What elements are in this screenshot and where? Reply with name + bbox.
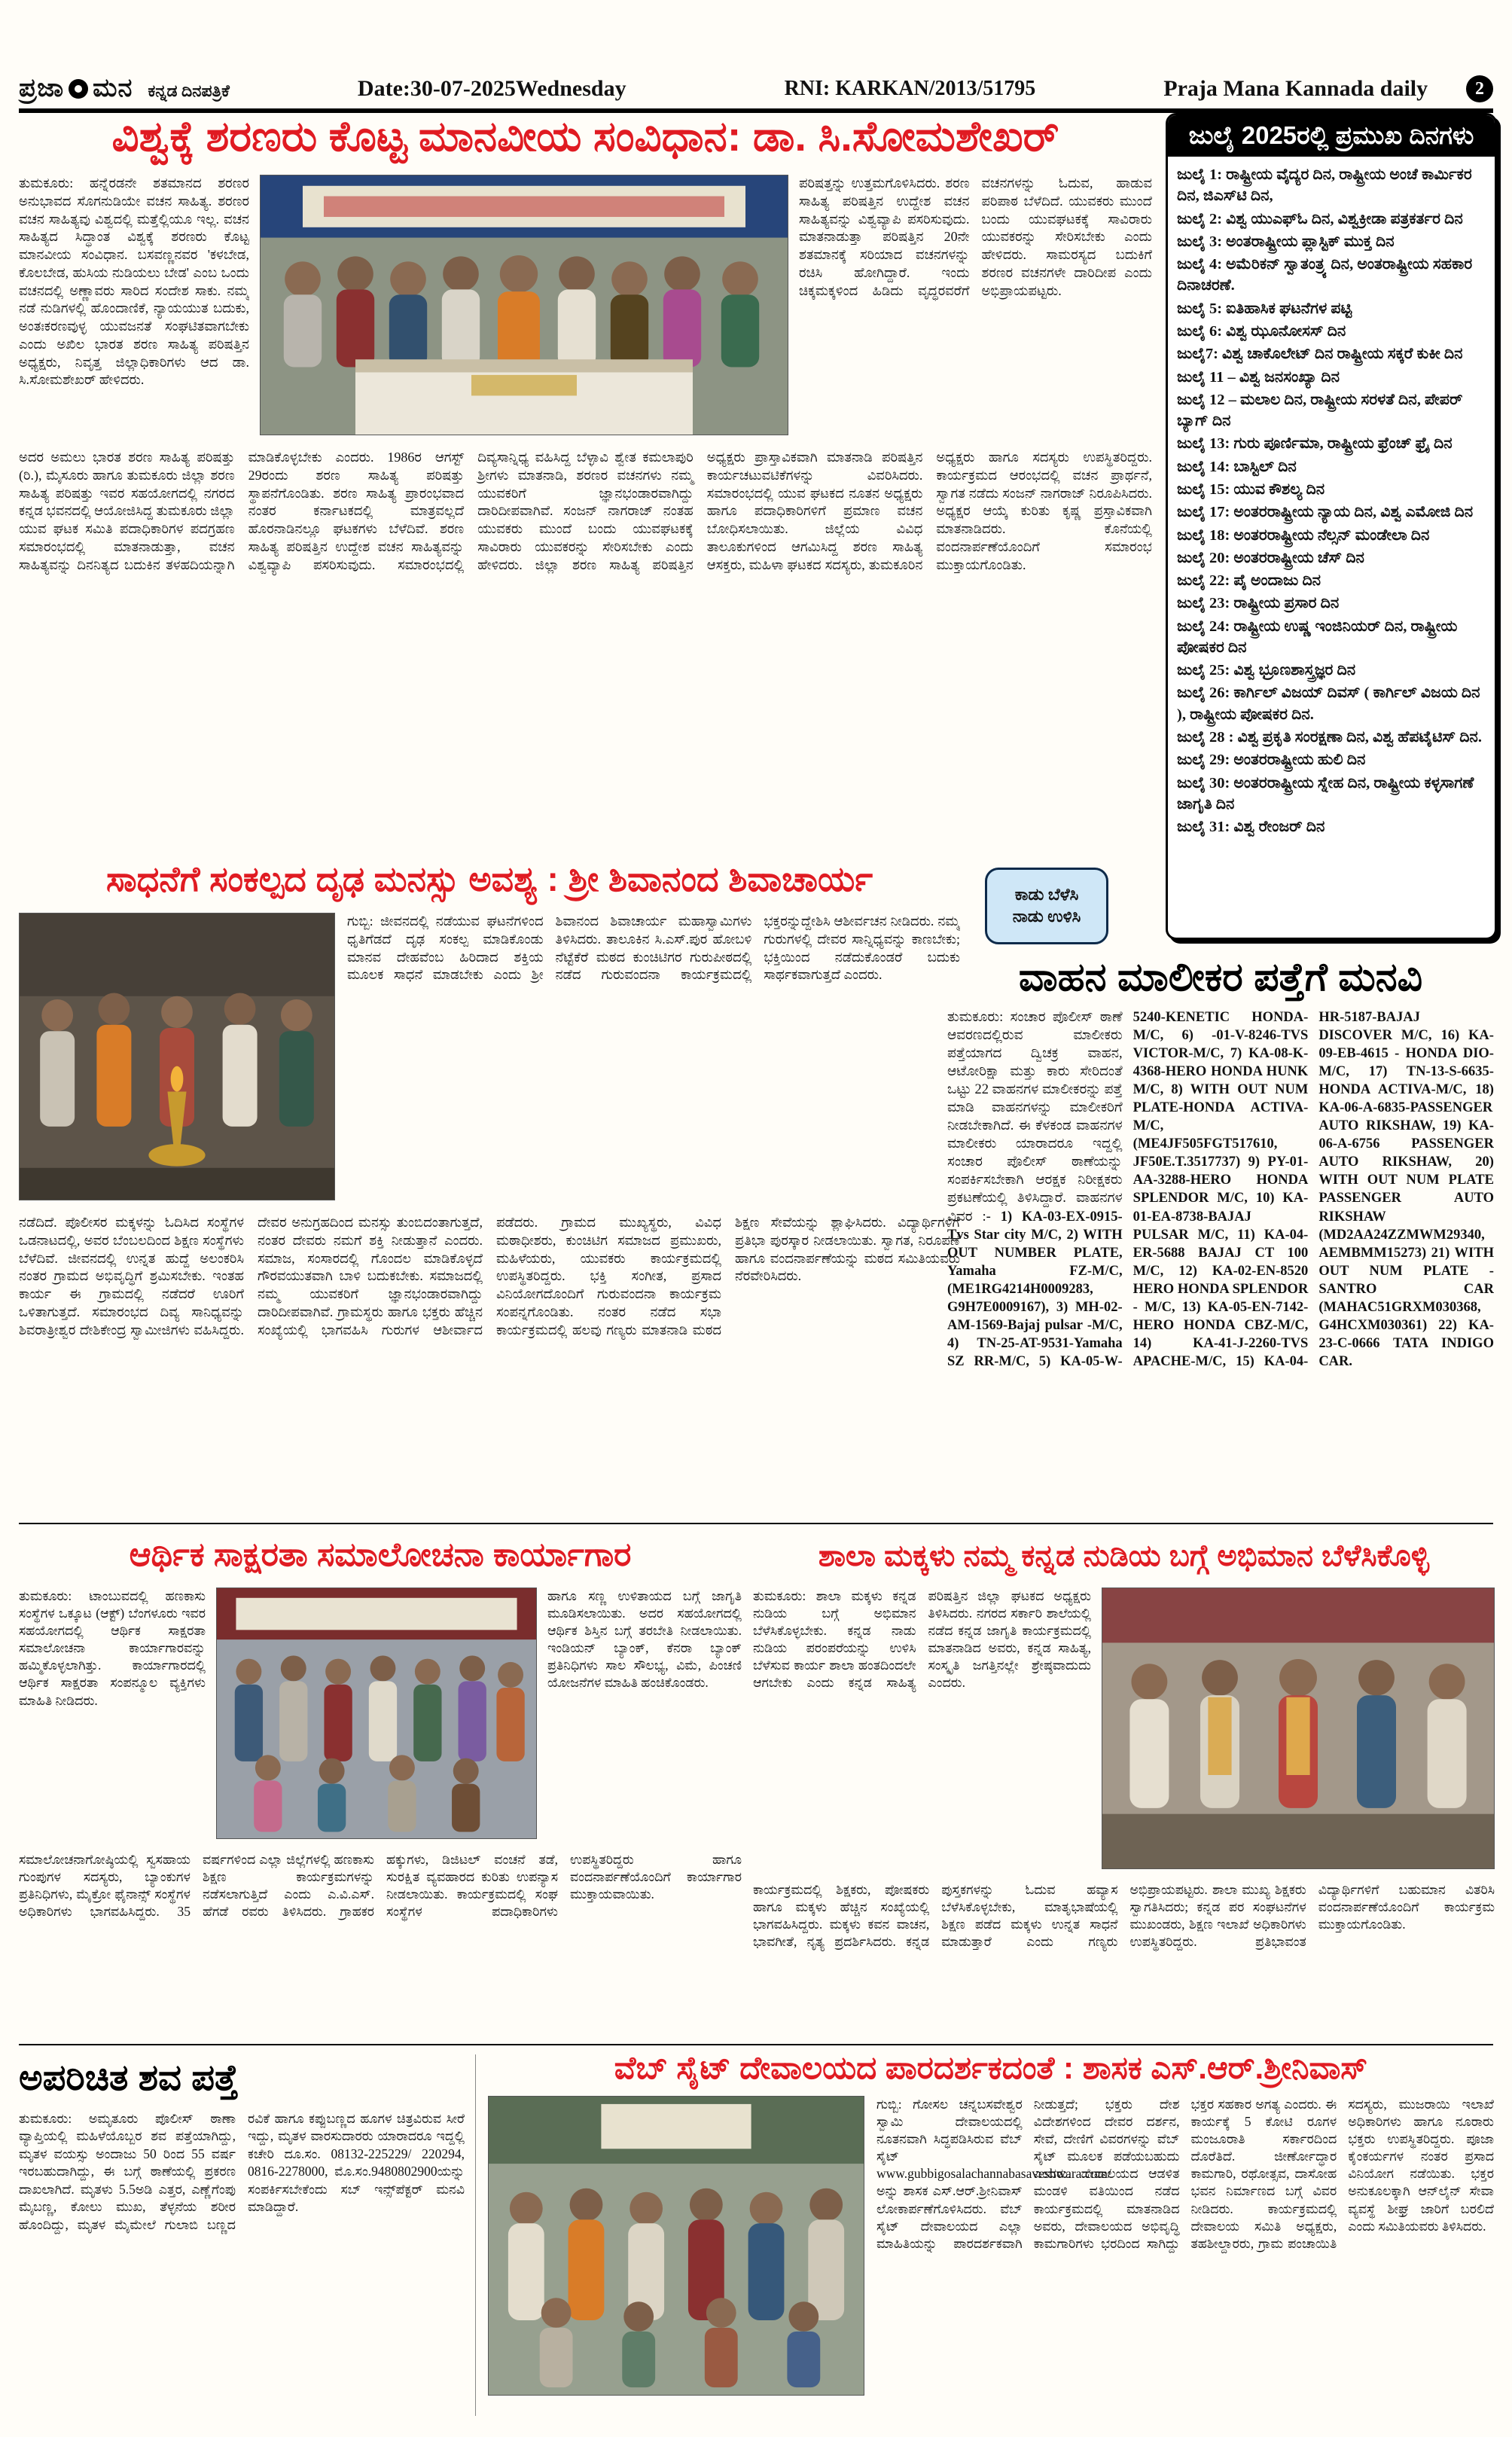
page-number-badge: 2 [1466, 75, 1493, 102]
july-day-item: ಜುಲೈ 15: ಯುವ ಕೌಶಲ್ಯ ದಿನ [1177, 480, 1325, 498]
headline-sharana-constitution: ವಿಶ್ವಕ್ಕೆ ಶರಣರು ಕೊಟ್ಟ ಮಾನವೀಯ ಸಂವಿಧಾನ: ಡಾ. ಸಿ.ಸೋಮಶೇಖರ್ [111, 112, 1059, 160]
newspaper-logo [19, 75, 230, 103]
article5-top-row [753, 1588, 1495, 1871]
badge-line2: ನಾಡು ಉಳಿಸಿ [1012, 907, 1081, 926]
july-days-list [1168, 157, 1495, 846]
article7-row [488, 2096, 1494, 2397]
headline-vehicle-owners: ವಾಹನ ಮಾಲೀಕರ ಪತ್ತೆಗೆ ಮನವಿ [1018, 956, 1423, 999]
logo-tagline: ಕನ್ನಡ ದಿನಪತ್ರಿಕೆ [148, 81, 230, 100]
article4-top-row [19, 1588, 742, 1841]
article1-top-row [19, 175, 1152, 437]
july-day-item: ಜುಲೈ 30: ಅಂತರರಾಷ್ಟ್ರೀಯ ಸ್ನೇಹ ದಿನ, ರಾಷ್ಟ್ರೀಯ ಕಳ್ಳಸಾಗಣೆ ಜಾಗೃತಿ ದಿನ [1177, 774, 1474, 813]
july-day-item: ಜುಲೈ 2: ವಿಶ್ವ ಯುಎಫ್‌ಓ ದಿನ, ವಿಶ್ವಕ್ರೀಡಾ ಪತ್ರಕರ್ತರ ದಿನ [1177, 210, 1463, 227]
article2-body-columns: ನಡೆದಿದೆ. ಪೊಲೀಸರ ಮಕ್ಕಳನ್ನು ಓದಿಸಿದ ಸಂಸ್ಥೆಗಳ ಒಡನಾಟದಲ್ಲಿ, ಅವರ ಬೆಂಬಲದಿಂದ ಶಿಕ್ಷಣ ಸಂಸ್ಥೆಗಳು ಬೆಳೆದಿವೆ. ಜೀವನದಲ್ಲಿ ಉನ್ನತ ಹುದ್ದೆ ಅಲಂಕರಿಸಿ ನಂತರ ಗ್ರಾಮದ ಅಭಿವೃದ್ಧಿಗೆ ಶ್ರಮಿಸಬೇಕು. ಇಂತಹ ಕಾರ್ಯ ಈ ಗ್ರಾಮದಲ್ಲಿ ನಡೆದರೆ ಊರಿಗೆ ಒಳಿತಾಗುತ್ತದೆ. ಸಮಾರಂಭದ ದಿವ್ಯ ಸಾನಿಧ್ಯವನ್ನು ಶಿವರಾತ್ರೀಶ್ವರ ದೇಶಿಕೇಂದ್ರ ಸ್ವಾಮೀಜಿಗಳು ವಹಿಸಿದ್ದರು. ದೇವರ ಅನುಗ್ರಹದಿಂದ ಮನಸ್ಸು ತುಂಬಿದಂತಾಗುತ್ತದೆ, ನಂತರ ದೇವರು ನಮಗೆ ಶಕ್ತಿ ನೀಡುತ್ತಾನೆ ಎಂದರು. ಸಮಾಜ, ಸಂಸಾರದಲ್ಲಿ ಗೊಂದಲ ಮಾಡಿಕೊಳ್ಳದೆ ಗೌರವಯುತವಾಗಿ ಬಾಳಿ ಬದುಕಬೇಕು. ಸಮಾಜದಲ್ಲಿ ನಮ್ಮ ಯುವಕರಿಗೆ ಜ್ಞಾನಭಂಡಾರವಾಗಿದ್ದು ದಾರಿದೀಪವಾಗಿವೆ. ಗ್ರಾಮಸ್ಥರು ಹಾಗೂ ಭಕ್ತರು ಹೆಚ್ಚಿನ ಸಂಖ್ಯೆಯಲ್ಲಿ ಭಾಗವಹಿಸಿ ಗುರುಗಳ ಆಶೀರ್ವಾದ ಪಡೆದರು. ಗ್ರಾಮದ ಮುಖ್ಯಸ್ಥರು, ವಿವಿಧ ಮಠಾಧೀಶರು, ಕುಂಚಿಟಿಗ ಸಮಾಜದ ಪ್ರಮುಖರು, ಮಹಿಳೆಯರು, ಯುವಕರು ಕಾರ್ಯಕ್ರಮದಲ್ಲಿ ಉಪಸ್ಥಿತರಿದ್ದರು. ಭಕ್ತಿ ಸಂಗೀತ, ಪ್ರಸಾದ ವಿನಿಯೋಗದೊಂದಿಗೆ ಗುರುವಂದನಾ ಕಾರ್ಯಕ್ರಮ ಸಂಪನ್ನಗೊಂಡಿತು. ನಂತರ ನಡೆದ ಸಭಾ ಕಾರ್ಯಕ್ರಮದಲ್ಲಿ ಹಲವು ಗಣ್ಯರು ಮಾತನಾಡಿ ಮಠದ ಶಿಕ್ಷಣ ಸೇವೆಯನ್ನು ಶ್ಲಾಘಿಸಿದರು. ವಿದ್ಯಾರ್ಥಿಗಳಿಗೆ ಪ್ರತಿಭಾ ಪುರಸ್ಕಾರ ನೀಡಲಾಯಿತು. ಸ್ವಾಗತ, ನಿರೂಪಣೆ ಹಾಗೂ ವಂದನಾರ್ಪಣೆಯನ್ನು ಮಠದ ಸಮಿತಿಯವರು ನೆರವೇರಿಸಿದರು. [19, 1215, 960, 1337]
photo-felicitation-group [1102, 1588, 1495, 1869]
headline-temple-website: ವೆಬ್ ಸೈಟ್ ದೇವಾಲಯದ ಪಾರದರ್ಶಕದಂತೆ : ಶಾಸಕ ಎಸ್.ಆರ್.ಶ್ರೀನಿವಾಸ್ [614, 2050, 1368, 2085]
july-day-item: ಜುಲೈ 31: ವಿಶ್ವ ರೇಂಜರ್ ದಿನ [1177, 819, 1325, 836]
logo-text-left: ಪ್ರಜಾ [19, 75, 65, 102]
logo-emblem-icon [69, 79, 88, 99]
july-day-item: ಜುಲೈ 11 – ವಿಶ್ವ ಜನಸಂಖ್ಯಾ ದಿನ [1177, 368, 1340, 386]
july-day-item: ಜುಲೈ 18: ಅಂತರರಾಷ್ಟ್ರೀಯ ನೆಲ್ಸನ್ ಮಂಡೇಲಾ ದಿನ [1177, 526, 1430, 544]
vehicle-owners-notice [947, 955, 1494, 1512]
photo-temple-event [488, 2096, 864, 2396]
july-day-item: ಜುಲೈ 22: ಪೈ ಅಂದಾಜು ದಿನ [1177, 572, 1321, 590]
section-divider-1 [19, 1523, 1493, 1524]
article2-lead-columns: ಗುಬ್ಬಿ: ಜೀವನದಲ್ಲಿ ನಡೆಯುವ ಘಟನೆಗಳಿಂದ ಧೃತಿಗೆಡದೆ ದೃಢ ಸಂಕಲ್ಪ ಮಾಡಿಕೊಂಡು ಮಾನವ ದೇಹವೆಂಬ ಹಿರಿದಾದ ಶಕ್ತಿಯ ಮೂಲಕ ಸಾಧನೆ ಮಾಡಬೇಕು ಎಂದು ಶ್ರೀ ಶಿವಾನಂದ ಶಿವಾಚಾರ್ಯ ಮಹಾಸ್ವಾಮಿಗಳು ತಿಳಿಸಿದರು. ತಾಲೂಕಿನ ಸಿ.ಎಸ್.ಪುರ ಹೋಬಳಿ ನೆಟ್ಟೆಕೆರೆ ಮಠದ ಕುಂಚಿಟಿಗರ ಗುರುಪೀಠದಲ್ಲಿ ನಡೆದ ಗುರುವಂದನಾ ಕಾರ್ಯಕ್ರಮದಲ್ಲಿ ಭಕ್ತರನ್ನುದ್ದೇಶಿಸಿ ಆಶೀರ್ವಚನ ನೀಡಿದರು. ನಮ್ಮ ಗುರುಗಳಲ್ಲಿ ದೇವರ ಸಾನ್ನಿಧ್ಯವನ್ನು ಕಾಣಬೇಕು; ಭಕ್ತಿಯಿಂದ ನಡೆದುಕೊಂಡರೆ ಬದುಕು ಸಾರ್ಥಕವಾಗುತ್ತದೆ ಎಂದರು. [347, 913, 960, 983]
july-day-item: ಜುಲೈ 14: ಬಾಸ್ಟಿಲ್ ದಿನ [1177, 458, 1297, 475]
headline-shivananda-shivacharya: ಸಾಧನೆಗೆ ಸಂಕಲ್ಪದ ದೃಢ ಮನಸ್ಸು ಅವಶ್ಯ : ಶ್ರೀ ಶಿವಾನಂದ ಶಿವಾಚಾರ್ಯ [105, 859, 873, 898]
article4-middle-column: ಹಾಗೂ ಸಣ್ಣ ಉಳಿತಾಯದ ಬಗ್ಗೆ ಜಾಗೃತಿ ಮೂಡಿಸಲಾಯಿತು. ಅದರ ಸಹಯೋಗದಲ್ಲಿ ಆರ್ಥಿಕ ಶಿಸ್ತಿನ ಬಗ್ಗೆ ತರಬೇತಿ ನೀಡಲಾಯಿತು. ಇಂಡಿಯನ್ ಬ್ಯಾಂಕ್, ಕೆನರಾ ಬ್ಯಾಂಕ್ ಪ್ರತಿನಿಧಿಗಳು ಸಾಲ ಸೌಲಭ್ಯ, ವಿಮೆ, ಪಿಂಚಣಿ ಯೋಜನೆಗಳ ಮಾಹಿತಿ ಹಂಚಿಕೊಂಡರು. [547, 1588, 742, 1691]
july-day-item: ಜುಲೈ 28 : ವಿಶ್ವ ಪ್ರಕೃತಿ ಸಂರಕ್ಷಣಾ ದಿನ, ವಿಶ್ವ ಹೆಪಟೈಟಿಸ್ ದಿನ. [1177, 729, 1482, 746]
felicitation-illustration [1102, 1588, 1494, 1868]
photo-stage-group [260, 175, 788, 435]
article5-body-columns: ಕಾರ್ಯಕ್ರಮದಲ್ಲಿ ಶಿಕ್ಷಕರು, ಪೋಷಕರು ಹಾಗೂ ಮಕ್ಕಳು ಹೆಚ್ಚಿನ ಸಂಖ್ಯೆಯಲ್ಲಿ ಭಾಗವಹಿಸಿದ್ದರು. ಮಕ್ಕಳು ಕವನ ವಾಚನ, ಭಾವಗೀತೆ, ನೃತ್ಯ ಪ್ರದರ್ಶಿಸಿದರು. ಕನ್ನಡ ಪುಸ್ತಕಗಳನ್ನು ಓದುವ ಹವ್ಯಾಸ ಬೆಳೆಸಿಕೊಳ್ಳಬೇಕು, ಮಾತೃಭಾಷೆಯಲ್ಲಿ ಶಿಕ್ಷಣ ಪಡೆದ ಮಕ್ಕಳು ಉನ್ನತ ಸಾಧನೆ ಮಾಡುತ್ತಾರೆ ಎಂದು ಗಣ್ಯರು ಅಭಿಪ್ರಾಯಪಟ್ಟರು. ಶಾಲಾ ಮುಖ್ಯ ಶಿಕ್ಷಕರು ಸ್ವಾಗತಿಸಿದರು; ಕನ್ನಡ ಪರ ಸಂಘಟನೆಗಳ ಮುಖಂಡರು, ಶಿಕ್ಷಣ ಇಲಾಖೆ ಅಧಿಕಾರಿಗಳು ಉಪಸ್ಥಿತರಿದ್ದರು. ಪ್ರತಿಭಾವಂತ ವಿದ್ಯಾರ್ಥಿಗಳಿಗೆ ಬಹುಮಾನ ವಿತರಿಸಿ ವಂದನಾರ್ಪಣೆಯೊಂದಿಗೆ ಕಾರ್ಯಕ್ರಮ ಮುಕ್ತಾಯಗೊಂಡಿತು. [753, 1882, 1495, 1950]
lamp-lighting-illustration [20, 913, 334, 1200]
july-day-item: ಜುಲೈ 17: ಅಂತರರಾಷ್ಟ್ರೀಯ ನ್ಯಾಯ ದಿನ, ವಿಶ್ವ ಎಮೋಜಿ ದಿನ [1177, 504, 1474, 521]
july-days-title: ಜುಲೈ 2025ರಲ್ಲಿ ಪ್ರಮುಖ ದಿನಗಳು [1168, 115, 1495, 157]
article7-body-columns: ಗುಬ್ಬಿ: ಗೋಸಲ ಚನ್ನಬಸವೇಶ್ವರ ಸ್ವಾಮಿ ದೇವಾಲಯದಲ್ಲಿ ನೂತನವಾಗಿ ಸಿದ್ಧಪಡಿಸಿರುವ ವೆಬ್ ಸೈಟ್ www.gubbigosalachannabasaveshwara.com/ ಅನ್ನು ಶಾಸಕ ಎಸ್.ಆರ್.ಶ್ರೀನಿವಾಸ್ ಲೋಕಾರ್ಪಣೆಗೊಳಿಸಿದರು. ವೆಬ್ ಸೈಟ್ ದೇವಾಲಯದ ಎಲ್ಲಾ ಮಾಹಿತಿಯನ್ನು ಪಾರದರ್ಶಕವಾಗಿ ನೀಡುತ್ತದೆ; ಭಕ್ತರು ದೇಶ ವಿದೇಶಗಳಿಂದ ದೇವರ ದರ್ಶನ, ಸೇವೆ, ದೇಣಿಗೆ ವಿವರಗಳನ್ನು ವೆಬ್ ಸೈಟ್ ಮೂಲಕ ಪಡೆಯಬಹುದು ಎಂದರು. ದೇವಾಲಯದ ಆಡಳಿತ ಮಂಡಳಿ ವತಿಯಿಂದ ನಡೆದ ಕಾರ್ಯಕ್ರಮದಲ್ಲಿ ಮಾತನಾಡಿದ ಅವರು, ದೇವಾಲಯದ ಅಭಿವೃದ್ಧಿ ಕಾಮಗಾರಿಗಳು ಭರದಿಂದ ಸಾಗಿದ್ದು ಭಕ್ತರ ಸಹಕಾರ ಅಗತ್ಯ ಎಂದರು. ಈ ಕಾರ್ಯಕ್ಕೆ 5 ಕೋಟಿ ರೂಗಳ ಮಂಜೂರಾತಿ ಸರ್ಕಾರದಿಂದ ದೊರೆತಿದೆ. ಜೀರ್ಣೋದ್ಧಾರ ಕಾಮಗಾರಿ, ರಥೋತ್ಸವ, ದಾಸೋಹ ಭವನ ನಿರ್ಮಾಣದ ಬಗ್ಗೆ ವಿವರ ನೀಡಿದರು. ಕಾರ್ಯಕ್ರಮದಲ್ಲಿ ದೇವಾಲಯ ಸಮಿತಿ ಅಧ್ಯಕ್ಷರು, ತಹಶೀಲ್ದಾರರು, ಗ್ರಾಮ ಪಂಚಾಯಿತಿ ಸದಸ್ಯರು, ಮುಜರಾಯಿ ಇಲಾಖೆ ಅಧಿಕಾರಿಗಳು ಹಾಗೂ ನೂರಾರು ಭಕ್ತರು ಉಪಸ್ಥಿತರಿದ್ದರು. ಪೂಜಾ ಕೈಂಕರ್ಯಗಳ ನಂತರ ಪ್ರಸಾದ ವಿನಿಯೋಗ ನಡೆಯಿತು. ಭಕ್ತರ ಅನುಕೂಲಕ್ಕಾಗಿ ಆನ್‌ಲೈನ್ ಸೇವಾ ವ್ಯವಸ್ಥೆ ಶೀಘ್ರ ಜಾರಿಗೆ ಬರಲಿದೆ ಎಂದು ಸಮಿತಿಯವರು ತಿಳಿಸಿದರು. [876, 2097, 1494, 2251]
article1-lead: ತುಮಕೂರು: ಹನ್ನೆರಡನೇ ಶತಮಾನದ ಶರಣರ ಅನುಭಾವದ ಸೊಗನುಡಿಯೇ ವಚನ ಸಾಹಿತ್ಯ. ಶರಣರ ವಚನ ಸಾಹಿತ್ಯವು ವಿಶ್ವದಲ್ಲಿ ಮತ್ತೆಲ್ಲಿಯೂ ಇಲ್ಲ. ವಚನ ಸಾಹಿತ್ಯದ ಸಿದ್ಧಾಂತ ವಿಶ್ವಕ್ಕೆ ಶರಣರು ಕೊಟ್ಟ ಮಾನವೀಯ ಸಂವಿಧಾನ. ಬಸವಣ್ಣನವರ 'ಕಳಬೇಡ, ಕೊಲಬೇಡ, ಹುಸಿಯ ನುಡಿಯಲು ಬೇಡ' ಎಂಬ ಒಂದು ವಚನದಲ್ಲಿ ಅಣ್ಣಾವರು ಸಾರಿದ ಸಂದೇಶ ಸಾಕು. ನಮ್ಮ ನಡೆ ನುಡಿಗಳಲ್ಲಿ ಹೊಂದಾಣಿಕೆ, ನ್ಯಾಯಯುತ ಬದುಕು, ಅಂತಃಕರಣವುಳ್ಳ ಯುವಜನತೆ ಸಂಘಟಿತವಾಗಬೇಕು ಎಂದು ಅಖಿಲ ಭಾರತ ಶರಣ ಸಾಹಿತ್ಯ ಪರಿಷತ್ತಿನ ಅಧ್ಯಕ್ಷರು, ನಿವೃತ್ತ ಜಿಲ್ಲಾಧಿಕಾರಿಗಳು ಆದ ಡಾ. ಸಿ.ಸೋಮಶೇಖರ್ ಹೇಳಿದರು. [19, 175, 249, 388]
article5-lead-columns: ತುಮಕೂರು: ಶಾಲಾ ಮಕ್ಕಳು ಕನ್ನಡ ನುಡಿಯ ಬಗ್ಗೆ ಅಭಿಮಾನ ಬೆಳೆಸಿಕೊಳ್ಳಬೇಕು. ಕನ್ನಡ ನಾಡು ನುಡಿಯ ಪರಂಪರೆಯನ್ನು ಉಳಿಸಿ ಬೆಳೆಸುವ ಕಾರ್ಯ ಶಾಲಾ ಹಂತದಿಂದಲೇ ಆಗಬೇಕು ಎಂದು ಕನ್ನಡ ಸಾಹಿತ್ಯ ಪರಿಷತ್ತಿನ ಜಿಲ್ಲಾ ಘಟಕದ ಅಧ್ಯಕ್ಷರು ತಿಳಿಸಿದರು. ನಗರದ ಸರ್ಕಾರಿ ಶಾಲೆಯಲ್ಲಿ ನಡೆದ ಕನ್ನಡ ಜಾಗೃತಿ ಕಾರ್ಯಕ್ರಮದಲ್ಲಿ ಮಾತನಾಡಿದ ಅವರು, ಕನ್ನಡ ಸಾಹಿತ್ಯ, ಸಂಸ್ಕೃತಿ ಜಗತ್ತಿನಲ್ಲೇ ಶ್ರೇಷ್ಠವಾದುದು ಎಂದರು. [753, 1588, 1091, 1691]
july-day-item: ಜುಲೈ 25: ವಿಶ್ವ ಭ್ರೂಣಶಾಸ್ತ್ರಜ್ಞರ ದಿನ [1177, 662, 1356, 679]
masthead [19, 69, 1493, 113]
article4-lead: ತುಮಕೂರು: ಟಾಂಬುವದಲ್ಲಿ ಹಣಕಾಸು ಸಂಸ್ಥೆಗಳ ಒಕ್ಕೂಟ (ಆಕ್ಟ್) ಬೆಂಗಳೂರು ಇವರ ಸಹಯೋಗದಲ್ಲಿ ಆರ್ಥಿಕ ಸಾಕ್ಷರತಾ ಸಮಾಲೋಚನಾ ಕಾರ್ಯಾಗಾರವನ್ನು ಹಮ್ಮಿಕೊಳ್ಳಲಾಗಿತ್ತು. ಕಾರ್ಯಾಗಾರದಲ್ಲಿ ಆರ್ಥಿಕ ಸಾಕ್ಷರತಾ ಸಂಪನ್ಮೂಲ ವ್ಯಕ್ತಿಗಳು ಮಾಹಿತಿ ನೀಡಿದರು. [19, 1588, 206, 1708]
stage-group-illustration [261, 175, 788, 435]
july-day-item: ಜುಲೈ 12 – ಮಲಾಲ ದಿನ, ರಾಷ್ಟ್ರೀಯ ಸರಳತೆ ದಿನ, ಪೇಪರ್ ಬ್ಯಾಗ್ ದಿನ [1177, 391, 1463, 430]
july-day-item: ಜುಲೈ 5: ಐತಿಹಾಸಿಕ ಘಟನೆಗಳ ಪಟ್ಟಿ [1177, 300, 1352, 317]
article6-body-columns: ತುಮಕೂರು: ಅಮೃತೂರು ಪೊಲೀಸ್ ಠಾಣಾ ವ್ಯಾಪ್ತಿಯಲ್ಲಿ ಮಹಿಳೆಯೊಬ್ಬರ ಶವ ಪತ್ತೆಯಾಗಿದ್ದು, ಮೃತಳ ವಯಸ್ಸು ಅಂದಾಜು 50 ರಿಂದ 55 ವರ್ಷ ಇರಬಹುದಾಗಿದ್ದು, ಈ ಬಗ್ಗೆ ಠಾಣೆಯಲ್ಲಿ ಪ್ರಕರಣ ದಾಖಲಾಗಿದೆ. ಮೃತಳು 5.5ಅಡಿ ಎತ್ತರ, ಎಣ್ಣೆಗೆಂಪು ಮೈಬಣ್ಣ, ಕೋಲು ಮುಖ, ತೆಳ್ಳನೆಯ ಶರೀರ ಹೊಂದಿದ್ದು, ಮೃತಳ ಮೈಮೇಲೆ ಗುಲಾಬಿ ಬಣ್ಣದ ರವಿಕೆ ಹಾಗೂ ಕಪ್ಪುಬಣ್ಣದ ಹೂಗಳ ಚಿತ್ರವಿರುವ ಸೀರೆ ಇದ್ದು, ಮೃತಳ ವಾರಸುದಾರರು ಯಾರಾದರೂ ಇದ್ದಲ್ಲಿ ಕಚೇರಿ ದೂ.ಸಂ. 08132-225229/ 220294, 0816-2278000, ಮೊ.ಸಂ.9480802900ಯನ್ನು ಸಂಪರ್ಕಿಸಬೇಕೆಂದು ಸಬ್ ಇನ್ಸ್‌ಪೆಕ್ಟರ್ ಮನವಿ ಮಾಡಿದ್ದಾರೆ. [19, 2111, 465, 2232]
article7-temple-website [488, 2050, 1494, 2426]
photo-lamp-lighting [19, 913, 335, 1200]
photo-workshop-group [216, 1588, 537, 1839]
vehicle-list: 1) KA-03-EX-0915-Tvs Star city M/C, 2) WITH OUT NUMBER PLATE, Yamaha FZ-M/C, (ME1RG4214H0009283, G9H7E0009167), 3) MH-02-AM-1569-Bajaj pulsar -M/C, 4) TN-25-AT-9531-Yamaha SZ RR-M/C, 5) KA-05-W-5240-KENETIC HONDA-M/C, 6) -01-V-8246-TVS VICTOR-M/C, 7) KA-08-K-4368-HERO HONDA HUNK M/C, 8) WITH OUT NUM PLATE-HONDA ACTIVA-M/C, (ME4JF505FGT517610, JF50E.T.3517737) 9) PY-01-AA-3288-HERO HONDA SPLENDOR M/C, 10) KA-01-EA-8738-BAJAJ PULSAR M/C, 11) KA-04-ER-5688 BAJAJ CT 100 M/C, 12) KA-02-EN-8520 HERO HONDA SPLENDOR - M/C, 13) KA-05-EN-7142-HERO HONDA CBZ-M/C, 14) KA-41-J-2260-TVS APACHE-M/C, 15) KA-04-HR-5187-BAJAJ DISCOVER M/C, 16) KA-09-EB-4615 - HONDA DIO-M/C, 17) TN-13-S-6635-HONDA ACTIVA-M/C, 18) KA-06-A-6835-PASSENGER AUTO RIKSHAW, 19) KA-06-A-6756 PASSENGER AUTO RIKSHAW, 20) WITH OUT NUM PLATE PASSENGER AUTO RIKSHAW (MD2AA24ZZMWM29340, AEMBMM15273) 21) WITH OUT NUM PLATE - SANTRO CAR (MAHAC51GRXM030368, G4HCXM030361) 22) KA-23-C-0666 TATA INDIGO CAR. [947, 1010, 1494, 1369]
paper-name-english: Praja Mana Kannada daily [1163, 76, 1428, 101]
july-day-item: ಜುಲೈ 1: ರಾಷ್ಟ್ರೀಯ ವೈದ್ಯರ ದಿನ, ರಾಷ್ಟ್ರೀಯ ಅಂಚೆ ಕಾರ್ಮಿಕರ ದಿನ, ಜಿಎಸ್‌ಟಿ ದಿನ, [1177, 166, 1472, 205]
july-days-box [1166, 113, 1497, 940]
rni-number: RNI: KARKAN/2013/51795 [784, 77, 1036, 100]
july-day-item: ಜುಲೈ 23: ರಾಷ್ಟ್ರೀಯ ಪ್ರಸಾರ ದಿನ [1177, 595, 1340, 612]
july-day-item: ಜುಲೈ 3: ಅಂತರಾಷ್ಟ್ರೀಯ ಪ್ಲಾಸ್ಟಿಕ್ ಮುಕ್ತ ದಿನ [1177, 233, 1395, 250]
july-day-item: ಜುಲೈ 6: ವಿಶ್ವ ಝೂನೋಸಸ್ ದಿನ [1177, 322, 1346, 340]
july-day-item: ಜುಲೈ 29: ಅಂತರರಾಷ್ಟ್ರೀಯ ಹುಲಿ ದಿನ [1177, 752, 1366, 769]
issue-date: Date:30-07-2025Wednesday [357, 76, 626, 101]
article1-side-columns: ಪರಿಷತ್ತನ್ನು ಉತ್ತಮಗೊಳಿಸಿದರು. ಶರಣ ಸಾಹಿತ್ಯ ಪರಿಷತ್ತಿನ ಉದ್ದೇಶ ವಚನ ಸಾಹಿತ್ಯವನ್ನು ವಿಶ್ವವ್ಯಾಪಿ ಪಸರಿಸುವುದು. ಮಾತನಾಡುತ್ತಾ ಪರಿಷತ್ತಿನ 20ನೇ ಶತಮಾನಕ್ಕೆ ಸರಿಯಾದ ವಚನಗಳನ್ನು ರಚಿಸಿ ಹೋಗಿದ್ದಾರೆ. ಇಂದು ಚಿಕ್ಕಮಕ್ಕಳಿಂದ ಹಿಡಿದು ವೃದ್ಧರವರೆಗೆ ವಚನಗಳನ್ನು ಓದುವ, ಹಾಡುವ ಪರಿಪಾಠ ಬೆಳೆದಿದೆ. ಯುವಕರು ಮುಂದೆ ಬಂದು ಯುವಘಟಕಕ್ಕೆ ಸಾವಿರಾರು ಯುವಕರನ್ನು ಸೇರಿಸಬೇಕು ಎಂದು ಹೇಳಿದರು. ಸಾಮರಸ್ಯದ ಬದುಕಿಗೆ ಶರಣರ ವಚನಗಳೇ ದಾರಿದೀಪ ಎಂದು ಅಭಿಪ್ರಾಯಪಟ್ಟರು. [799, 175, 1152, 298]
temple-event-illustration [489, 2097, 864, 2395]
grow-forest-badge [985, 868, 1108, 944]
article4-body-columns: ಸಮಾಲೋಚನಾಗೋಷ್ಠಿಯಲ್ಲಿ ಸ್ವಸಹಾಯ ಗುಂಪುಗಳ ಸದಸ್ಯರು, ಬ್ಯಾಂಕುಗಳ ಪ್ರತಿನಿಧಿಗಳು, ಮೈಕ್ರೋ ಫೈನಾನ್ಸ್ ಸಂಸ್ಥೆಗಳ ಅಧಿಕಾರಿಗಳು ಭಾಗವಹಿಸಿದ್ದರು. 35 ವರ್ಷಗಳಿಂದ ಎಲ್ಲಾ ಜಿಲ್ಲೆಗಳಲ್ಲಿ ಹಣಕಾಸು ಶಿಕ್ಷಣ ಕಾರ್ಯಕ್ರಮಗಳನ್ನು ನಡೆಸಲಾಗುತ್ತಿದೆ ಎಂದು ಎ.ವಿ.ಎಸ್. ಹೆಗಡೆ ರವರು ತಿಳಿಸಿದರು. ಗ್ರಾಹಕರ ಹಕ್ಕುಗಳು, ಡಿಜಿಟಲ್ ವಂಚನೆ ತಡೆ, ಸುರಕ್ಷಿತ ವ್ಯವಹಾರದ ಕುರಿತು ಉಪನ್ಯಾಸ ನೀಡಲಾಯಿತು. ಕಾರ್ಯಕ್ರಮದಲ್ಲಿ ಸಂಘ ಸಂಸ್ಥೆಗಳ ಪದಾಧಿಕಾರಿಗಳು ಉಪಸ್ಥಿತರಿದ್ದರು ಹಾಗೂ ವಂದನಾರ್ಪಣೆಯೊಂದಿಗೆ ಕಾರ್ಯಾಗಾರ ಮುಕ್ತಾಯವಾಯಿತು. [19, 1852, 742, 1920]
article2-top-row [19, 913, 960, 1203]
july-day-item: ಜುಲೈ 20: ಅಂತರರಾಷ್ಟ್ರೀಯ ಚೆಸ್ ದಿನ [1177, 549, 1364, 566]
july-day-item: ಜುಲೈ7: ವಿಶ್ವ ಚಾಕೊಲೇಟ್ ದಿನ ರಾಷ್ಟ್ರೀಯ ಸಕ್ಕರೆ ಕುಕೀ ದಿನ [1177, 346, 1463, 363]
article6-unidentified-body [19, 2054, 476, 2416]
headline-unidentified-body: ಅಪರಿಚಿತ ಶವ ಪತ್ತೆ [19, 2058, 239, 2098]
section-divider-2 [19, 2044, 1493, 2045]
vehicle-notice-body [947, 1008, 1494, 1499]
logo-text-right: ಮನ [93, 75, 133, 102]
headline-kannada-pride: ಶಾಲಾ ಮಕ್ಕಳು ನಮ್ಮ ಕನ್ನಡ ನುಡಿಯ ಬಗ್ಗೆ ಅಭಿಮಾನ ಬೆಳೆಸಿಕೊಳ್ಳಿ [818, 1539, 1430, 1572]
article1-body-columns: ಅದರ ಅಮಲು ಭಾರತ ಶರಣ ಸಾಹಿತ್ಯ ಪರಿಷತ್ತು (ರಿ.), ಮೈಸೂರು ಹಾಗೂ ತುಮಕೂರು ಜಿಲ್ಲಾ ಶರಣ ಸಾಹಿತ್ಯ ಪರಿಷತ್ತು ಇವರ ಸಹಯೋಗದಲ್ಲಿ ನಗರದ ಕನ್ನಡ ಭವನದಲ್ಲಿ ಆಯೋಜಿಸಿದ್ದ ತುಮಕೂರು ಜಿಲ್ಲಾ ಯುವ ಘಟಕ ಸಮಿತಿ ಪದಾಧಿಕಾರಿಗಳ ಪದಗ್ರಹಣ ಸಮಾರಂಭದಲ್ಲಿ ಮಾತನಾಡುತ್ತಾ, ವಚನ ಸಾಹಿತ್ಯವನ್ನು ದಿನನಿತ್ಯದ ಬದುಕಿನ ತಳಹದಿಯನ್ನಾಗಿ ಮಾಡಿಕೊಳ್ಳಬೇಕು ಎಂದರು. 1986ರ ಆಗಸ್ಟ್ 29ರಂದು ಶರಣ ಸಾಹಿತ್ಯ ಪರಿಷತ್ತು ಸ್ಥಾಪನೆಗೊಂಡಿತು. ಶರಣ ಸಾಹಿತ್ಯ ಪ್ರಾರಂಭವಾದ ನಂತರ ಕರ್ನಾಟಕದಲ್ಲಿ ಮಾತ್ರವಲ್ಲದೆ ಹೊರನಾಡಿನಲ್ಲೂ ಘಟಕಗಳು ಬೆಳೆದಿವೆ. ಶರಣ ಸಾಹಿತ್ಯ ಪರಿಷತ್ತಿನ ಉದ್ದೇಶ ವಚನ ಸಾಹಿತ್ಯವನ್ನು ವಿಶ್ವವ್ಯಾಪಿ ಪಸರಿಸುವುದು. ಸಮಾರಂಭದಲ್ಲಿ ದಿವ್ಯಸಾನ್ನಿಧ್ಯ ವಹಿಸಿದ್ದ ಬೆಳ್ಳಾವಿ ಶ್ವೇತ ಕಮಲಾಪುರಿ ಶ್ರೀಗಳು ಮಾತನಾಡಿ, ಶರಣರ ವಚನಗಳು ನಮ್ಮ ಯುವಕರಿಗೆ ಜ್ಞಾನಭಂಡಾರವಾಗಿದ್ದು ದಾರಿದೀಪವಾಗಿವೆ. ಸಂಜನ್ ನಾಗರಾಜ್ ನಂತಹ ಯುವಕರು ಮುಂದೆ ಬಂದು ಯುವಘಟಕಕ್ಕೆ ಸಾವಿರಾರು ಯುವಕರನ್ನು ಸೇರಿಸಬೇಕು ಎಂದು ಹೇಳಿದರು. ಜಿಲ್ಲಾ ಶರಣ ಸಾಹಿತ್ಯ ಪರಿಷತ್ತಿನ ಅಧ್ಯಕ್ಷರು ಪ್ರಾಸ್ತಾವಿಕವಾಗಿ ಮಾತನಾಡಿ ಪರಿಷತ್ತಿನ ಕಾರ್ಯಚಟುವಟಿಕೆಗಳನ್ನು ವಿವರಿಸಿದರು. ಸಮಾರಂಭದಲ್ಲಿ ಯುವ ಘಟಕದ ನೂತನ ಅಧ್ಯಕ್ಷರು ಹಾಗೂ ಪದಾಧಿಕಾರಿಗಳಿಗೆ ಪ್ರಮಾಣ ವಚನ ಬೋಧಿಸಲಾಯಿತು. ಜಿಲ್ಲೆಯ ವಿವಿಧ ತಾಲೂಕುಗಳಿಂದ ಆಗಮಿಸಿದ್ದ ಶರಣ ಸಾಹಿತ್ಯ ಆಸಕ್ತರು, ಮಹಿಳಾ ಘಟಕದ ಸದಸ್ಯರು, ತುಮಕೂರಿನ ಅಧ್ಯಕ್ಷರು ಹಾಗೂ ಸದಸ್ಯರು ಉಪಸ್ಥಿತರಿದ್ದರು. ಕಾರ್ಯಕ್ರಮದ ಆರಂಭದಲ್ಲಿ ವಚನ ಪ್ರಾರ್ಥನೆ, ಸ್ವಾಗತ ನಡೆದು ಸಂಜನ್ ನಾಗರಾಜ್ ನಿರೂಪಿಸಿದರು. ಅಧ್ಯಕ್ಷರ ಆಯ್ಕೆ ಕುರಿತು ಕೃಷ್ಣ ಪ್ರಸ್ತಾವಿಕವಾಗಿ ಮಾತನಾಡಿದರು. ಕೊನೆಯಲ್ಲಿ ವಂದನಾರ್ಪಣೆಯೊಂದಿಗೆ ಸಮಾರಂಭ ಮುಕ್ತಾಯಗೊಂಡಿತು. [19, 450, 1152, 572]
july-day-item: ಜುಲೈ 24: ರಾಷ್ಟ್ರೀಯ ಉಷ್ಣ ಇಂಜಿನಿಯರ್ ದಿನ, ರಾಷ್ಟ್ರೀಯ ಪೋಷಕರ ದಿನ [1177, 618, 1458, 656]
badge-line1: ಕಾಡು ಬೆಳೆಸಿ [1014, 885, 1079, 904]
july-day-item: ಜುಲೈ 4: ಅಮೆರಿಕನ್ ಸ್ವಾತಂತ್ರ್ಯ ದಿನ, ಅಂತರಾಷ್ಟ್ರೀಯ ಸಹಕಾರ ದಿನಾಚರಣೆ. [1177, 256, 1473, 294]
vehicle-notice-intro: ತುಮಕೂರು: ಸಂಚಾರ ಪೊಲೀಸ್ ಠಾಣೆ ಆವರಣದಲ್ಲಿರುವ ಮಾಲೀಕರು ಪತ್ತೆಯಾಗದ ದ್ವಿಚಕ್ರ ವಾಹನ, ಆಟೋರಿಕ್ಷಾ ಮತ್ತು ಕಾರು ಸೇರಿದಂತೆ ಒಟ್ಟು 22 ವಾಹನಗಳ ಮಾಲೀಕರನ್ನು ಪತ್ತೆ ಮಾಡಿ ವಾಹನಗಳನ್ನು ಮಾಲೀಕರಿಗೆ ನೀಡಬೇಕಾಗಿದೆ. ಈ ಕೆಳಕಂಡ ವಾಹನಗಳ ಮಾಲೀಕರು ಯಾರಾದರೂ ಇದ್ದಲ್ಲಿ ಸಂಚಾರ ಪೊಲೀಸ್ ಠಾಣೆಯನ್ನು ಸಂಪರ್ಕಿಸಬೇಕಾಗಿ ಆರಕ್ಷಕ ನಿರೀಕ್ಷಕರು ಪ್ರಕಟಣೆಯಲ್ಲಿ ತಿಳಿಸಿದ್ದಾರೆ. ವಾಹನಗಳ ವಿವರ :- [947, 1010, 1123, 1225]
july-day-item: ಜುಲೈ 13: ಗುರು ಪೂರ್ಣಿಮಾ, ರಾಷ್ಟ್ರೀಯ ಫ್ರೆಂಚ್ ಫ್ರೈ ದಿನ [1177, 435, 1453, 453]
workshop-group-illustration [217, 1588, 536, 1838]
headline-financial-literacy: ಆರ್ಥಿಕ ಸಾಕ್ಷರತಾ ಸಮಾಲೋಚನಾ ಕಾರ್ಯಾಗಾರ [129, 1536, 632, 1573]
july-day-item: ಜುಲೈ 26: ಕಾರ್ಗಿಲ್ ವಿಜಯ್ ದಿವಸ್ ( ಕಾರ್ಗಿಲ್ ವಿಜಯ ದಿನ ), ರಾಷ್ಟ್ರೀಯ ಪೋಷಕರ ದಿನ. [1177, 685, 1480, 723]
